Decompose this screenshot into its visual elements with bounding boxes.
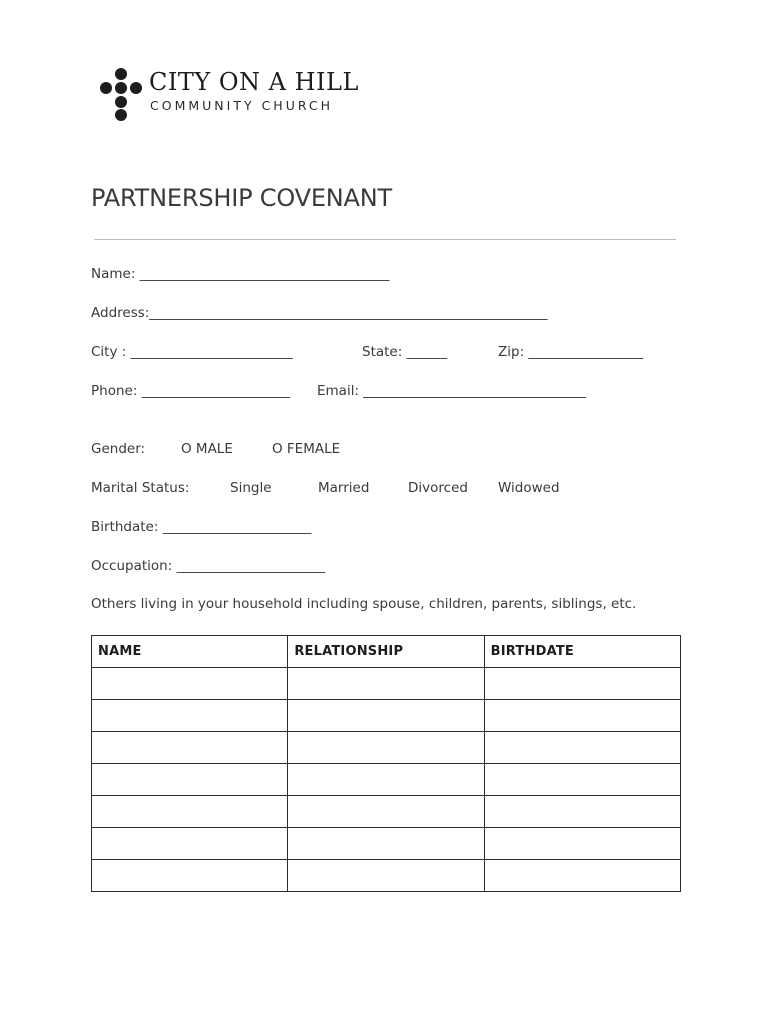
name-cell[interactable] <box>92 700 288 732</box>
name-field[interactable]: Name: _____________________________________ <box>91 266 390 282</box>
page-title: PARTNERSHIP COVENANT <box>91 184 392 212</box>
logo-dot-left <box>100 82 112 94</box>
birthdate-cell[interactable] <box>484 668 680 700</box>
gender-label: Gender: <box>91 441 146 457</box>
relationship-cell[interactable] <box>288 700 484 732</box>
name-cell[interactable] <box>92 860 288 892</box>
name-cell[interactable] <box>92 828 288 860</box>
brand-subtitle: COMMUNITY CHURCH <box>150 98 334 113</box>
household-table <box>91 635 681 892</box>
phone-field[interactable]: Phone: ______________________ <box>91 383 291 399</box>
table-row <box>92 828 681 860</box>
relationship-cell[interactable] <box>288 796 484 828</box>
birthdate-cell[interactable] <box>484 764 680 796</box>
name-cell[interactable] <box>92 668 288 700</box>
brand-name: CITY ON A HILL <box>149 68 359 96</box>
column-header-name: NAME <box>92 636 288 668</box>
birthdate-field[interactable]: Birthdate: ______________________ <box>91 519 312 535</box>
state-field[interactable]: State: ______ <box>362 344 448 360</box>
relationship-cell[interactable] <box>288 764 484 796</box>
logo-dot-center <box>115 82 127 94</box>
logo-dot-right <box>130 82 142 94</box>
relationship-cell[interactable] <box>288 828 484 860</box>
birthdate-cell[interactable] <box>484 700 680 732</box>
gender-male-option[interactable]: O MALE <box>181 441 233 457</box>
relationship-cell[interactable] <box>288 860 484 892</box>
table-header-row <box>92 636 681 668</box>
zip-field[interactable]: Zip: _________________ <box>498 344 644 360</box>
marital-option-divorced[interactable]: Divorced <box>408 480 468 496</box>
column-header-birthdate: BIRTHDATE <box>484 636 680 668</box>
table-row <box>92 700 681 732</box>
city-field[interactable]: City : ________________________ <box>91 344 293 360</box>
birthdate-cell[interactable] <box>484 828 680 860</box>
table-row <box>92 732 681 764</box>
table-row <box>92 796 681 828</box>
name-cell[interactable] <box>92 796 288 828</box>
logo-dot-top <box>115 68 127 80</box>
birthdate-cell[interactable] <box>484 732 680 764</box>
table-row <box>92 668 681 700</box>
marital-status-label: Marital Status: <box>91 480 190 496</box>
email-field[interactable]: Email: _________________________________ <box>317 383 587 399</box>
name-cell[interactable] <box>92 764 288 796</box>
household-note: Others living in your household including spouse, children, parents, siblings, etc. <box>91 596 637 612</box>
household-table-body <box>92 668 681 892</box>
table-row <box>92 764 681 796</box>
logo-dot-bottom <box>115 109 127 121</box>
relationship-cell[interactable] <box>288 668 484 700</box>
marital-option-single[interactable]: Single <box>230 480 272 496</box>
address-field[interactable]: Address:___________________________________________________________ <box>91 305 548 321</box>
table-row <box>92 860 681 892</box>
name-cell[interactable] <box>92 732 288 764</box>
occupation-field[interactable]: Occupation: ______________________ <box>91 558 326 574</box>
column-header-relationship: RELATIONSHIP <box>288 636 484 668</box>
birthdate-cell[interactable] <box>484 796 680 828</box>
gender-female-option[interactable]: O FEMALE <box>272 441 341 457</box>
logo-dot-mid <box>115 96 127 108</box>
marital-option-widowed[interactable]: Widowed <box>498 480 560 496</box>
relationship-cell[interactable] <box>288 732 484 764</box>
birthdate-cell[interactable] <box>484 860 680 892</box>
title-divider <box>94 239 676 240</box>
marital-option-married[interactable]: Married <box>318 480 370 496</box>
